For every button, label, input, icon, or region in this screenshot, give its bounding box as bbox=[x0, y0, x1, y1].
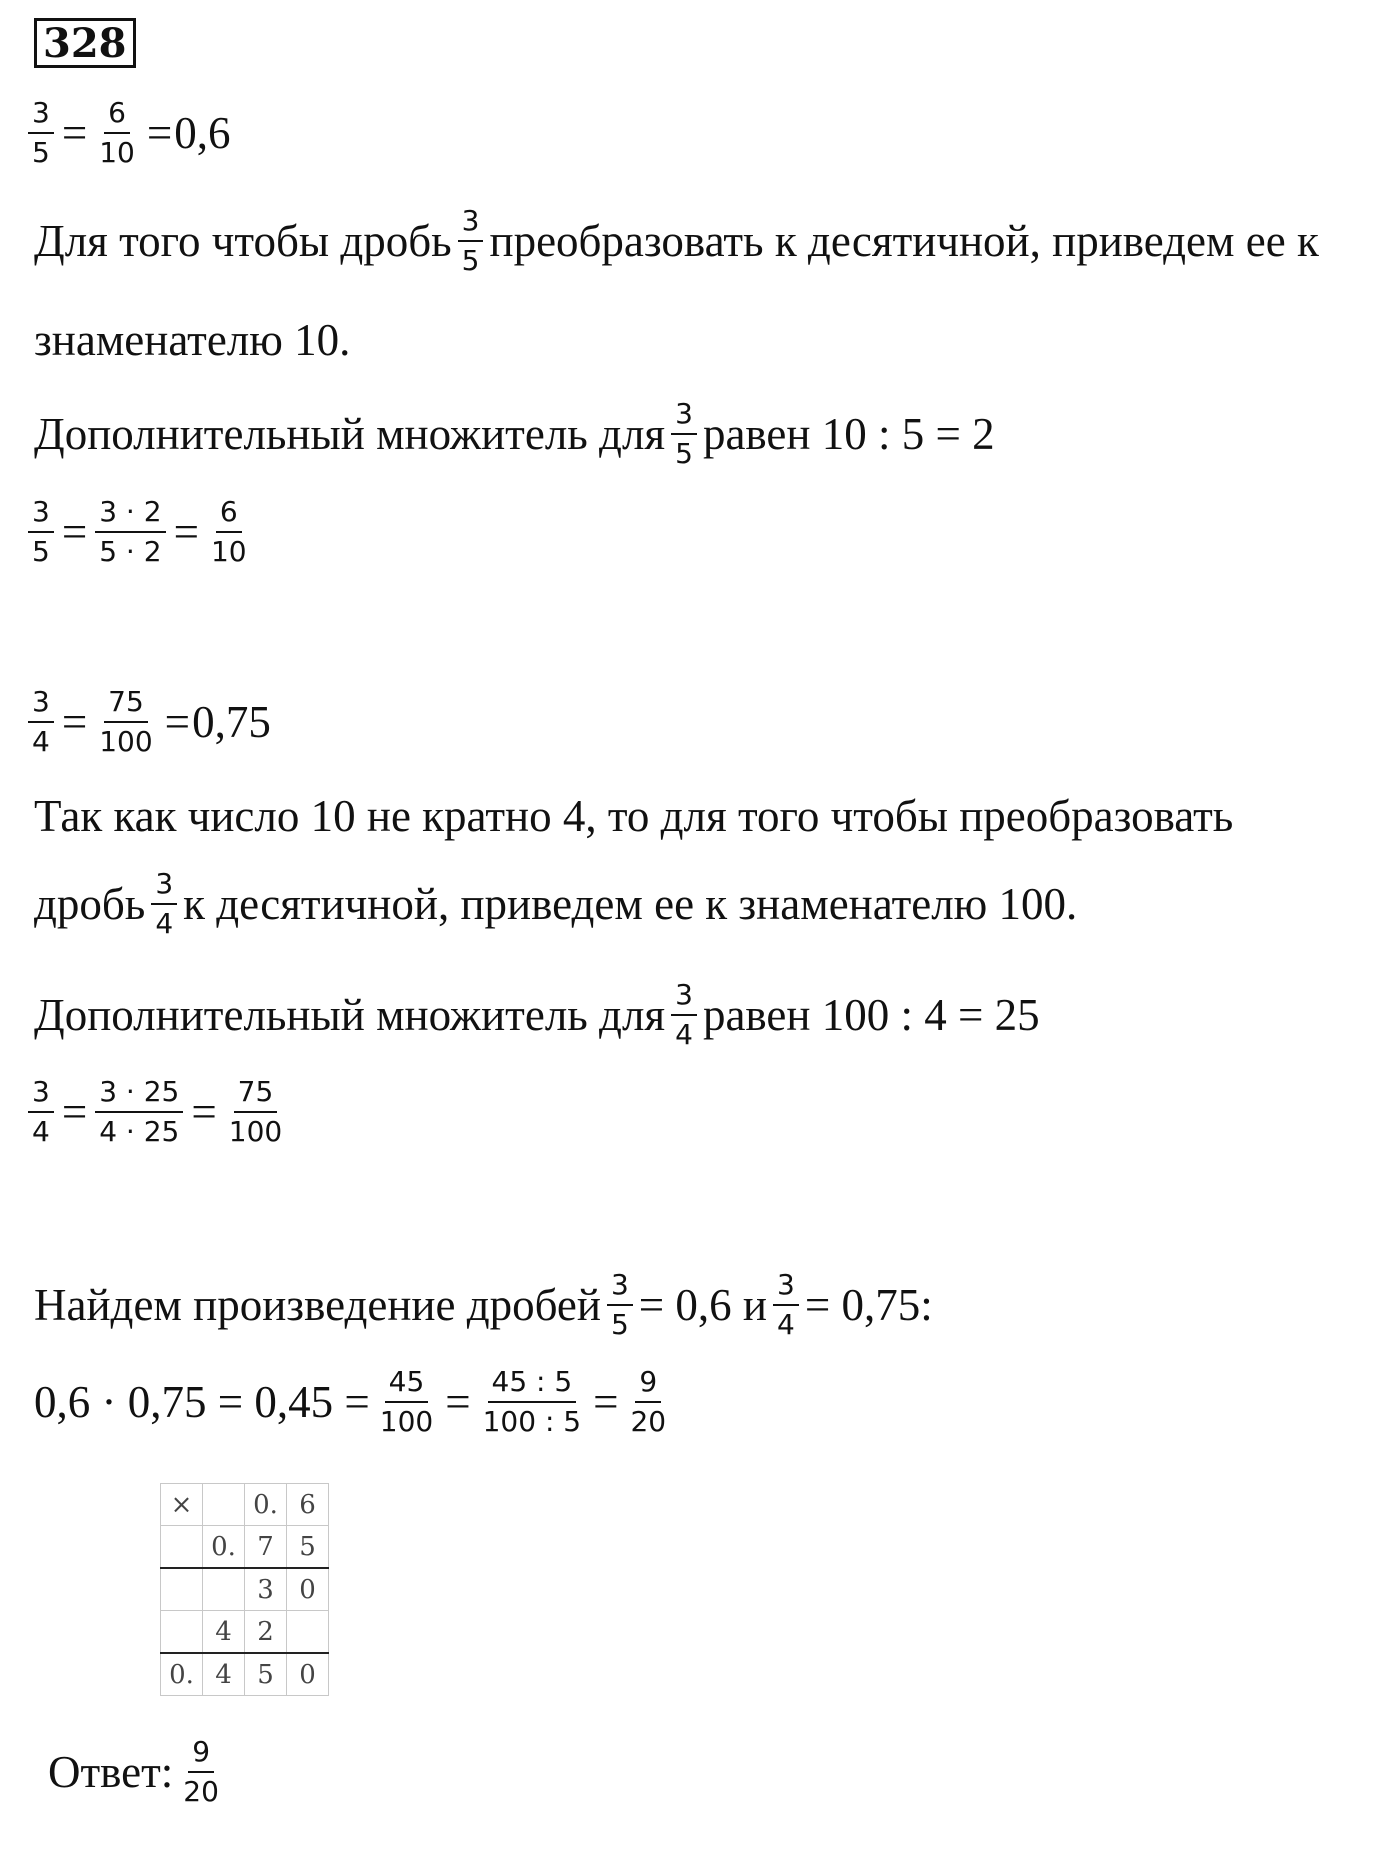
fraction: $\frac{3}{5}$ bbox=[28, 496, 54, 568]
result-value: 0,6 bbox=[174, 107, 231, 158]
table-cell: 5 bbox=[287, 1526, 329, 1569]
text-segment: 0,6 · 0,75 = 0,45 = bbox=[34, 1376, 370, 1427]
text-segment: к десятичной, приведем ее к знаменателю 100. bbox=[183, 878, 1078, 929]
table-cell bbox=[161, 1568, 203, 1611]
paragraph-3-line-1: Так как число 10 не кратно 4, то для того чтобы преобразовать bbox=[34, 791, 1234, 841]
paragraph-5 bbox=[34, 1269, 933, 1341]
fraction: $\frac{3}{5}$ bbox=[28, 97, 54, 169]
paragraph-4 bbox=[34, 979, 1040, 1051]
table-cell: 3 bbox=[245, 1568, 287, 1611]
table-cell: 4 bbox=[203, 1611, 245, 1654]
fraction: $\frac{3}{4}$ bbox=[28, 1076, 54, 1148]
equation-line-1 bbox=[28, 97, 231, 169]
table-cell: 0. bbox=[161, 1653, 203, 1696]
table-cell: 7 bbox=[245, 1526, 287, 1569]
table-cell: 0 bbox=[287, 1653, 329, 1696]
equals-sign: = bbox=[61, 1086, 88, 1137]
equals-sign: = bbox=[164, 696, 191, 747]
table-row bbox=[161, 1653, 329, 1696]
table-row bbox=[161, 1526, 329, 1569]
text-segment: равен 100 : 4 = 25 bbox=[702, 989, 1040, 1040]
problem-number: 328 bbox=[34, 18, 136, 68]
paragraph-2 bbox=[34, 398, 995, 470]
text-segment: = 0,6 и bbox=[638, 1279, 768, 1330]
fraction: $\frac{3}{4}$ bbox=[773, 1269, 799, 1341]
table-cell bbox=[203, 1484, 245, 1526]
text-segment: Для того чтобы дробь bbox=[34, 215, 452, 266]
result-value: 0,75 bbox=[192, 696, 271, 747]
table-cell bbox=[287, 1611, 329, 1654]
fraction: $\frac{3}{5}$ bbox=[458, 205, 484, 277]
calculation-3 bbox=[34, 1366, 676, 1438]
text-segment: преобразовать к десятичной, приведем ее к bbox=[489, 215, 1319, 266]
table-cell: 6 bbox=[287, 1484, 329, 1526]
text-segment: = 0,75: bbox=[804, 1279, 933, 1330]
text-segment: Найдем произведение дробей bbox=[34, 1279, 601, 1330]
fraction: $\frac{3}{5}$ bbox=[671, 398, 697, 470]
paragraph-3-line-2 bbox=[34, 868, 1077, 940]
fraction: $\frac{45 : 5}{100 : 5}$ bbox=[482, 1365, 582, 1439]
table-row bbox=[161, 1484, 329, 1526]
calculation-2 bbox=[28, 1076, 292, 1148]
table-cell: 2 bbox=[245, 1611, 287, 1654]
table-cell bbox=[161, 1611, 203, 1654]
equation-line-2 bbox=[28, 686, 271, 758]
fraction: $\frac{75}{100}$ bbox=[99, 685, 153, 759]
column-multiplication-table bbox=[160, 1483, 329, 1696]
equals-sign: = bbox=[146, 107, 173, 158]
table-cell bbox=[161, 1526, 203, 1569]
equals-sign: = bbox=[61, 107, 88, 158]
table-row bbox=[161, 1611, 329, 1654]
fraction: $\frac{3}{4}$ bbox=[28, 686, 54, 758]
paragraph-1-line-1 bbox=[34, 205, 1319, 277]
fraction: $\frac{3}{4}$ bbox=[151, 868, 177, 940]
fraction: $\frac{6}{10}$ bbox=[99, 96, 135, 170]
table-cell: 5 bbox=[245, 1653, 287, 1696]
table-cell: 0 bbox=[287, 1568, 329, 1611]
fraction: $\frac{6}{10}$ bbox=[210, 495, 247, 569]
equals-sign: = bbox=[173, 506, 199, 557]
equals-sign: = bbox=[61, 696, 88, 747]
equals-sign: = bbox=[61, 506, 88, 557]
fraction: $\frac{45}{100}$ bbox=[379, 1365, 434, 1439]
answer-label: Ответ: bbox=[48, 1746, 174, 1797]
fraction: $\frac{3 \cdot 25}{4 \cdot 25}$ bbox=[95, 1076, 183, 1148]
answer bbox=[48, 1736, 229, 1808]
equals-sign: = bbox=[445, 1376, 471, 1427]
answer-fraction: $\frac{9}{20}$ bbox=[183, 1735, 219, 1809]
text-segment: Дополнительный множитель для bbox=[34, 408, 666, 459]
table-cell: 0. bbox=[203, 1526, 245, 1569]
table-cell: 0. bbox=[245, 1484, 287, 1526]
calculation-1 bbox=[28, 496, 257, 568]
table-cell bbox=[203, 1568, 245, 1611]
fraction: $\frac{3}{4}$ bbox=[671, 979, 697, 1051]
fraction: $\frac{9}{20}$ bbox=[630, 1365, 667, 1439]
fraction: $\frac{75}{100}$ bbox=[228, 1075, 283, 1149]
text-segment: Дополнительный множитель для bbox=[34, 989, 666, 1040]
text-segment: равен 10 : 5 = 2 bbox=[702, 408, 995, 459]
fraction: $\frac{3 \cdot 2}{5 \cdot 2}$ bbox=[95, 496, 165, 568]
table-cell: 4 bbox=[203, 1653, 245, 1696]
fraction: $\frac{3}{5}$ bbox=[607, 1269, 633, 1341]
equals-sign: = bbox=[191, 1086, 217, 1137]
table-cell: × bbox=[161, 1484, 203, 1526]
equals-sign: = bbox=[593, 1376, 619, 1427]
paragraph-1-line-2: знаменателю 10. bbox=[34, 315, 351, 365]
text-segment: дробь bbox=[34, 878, 146, 929]
table-row bbox=[161, 1568, 329, 1611]
